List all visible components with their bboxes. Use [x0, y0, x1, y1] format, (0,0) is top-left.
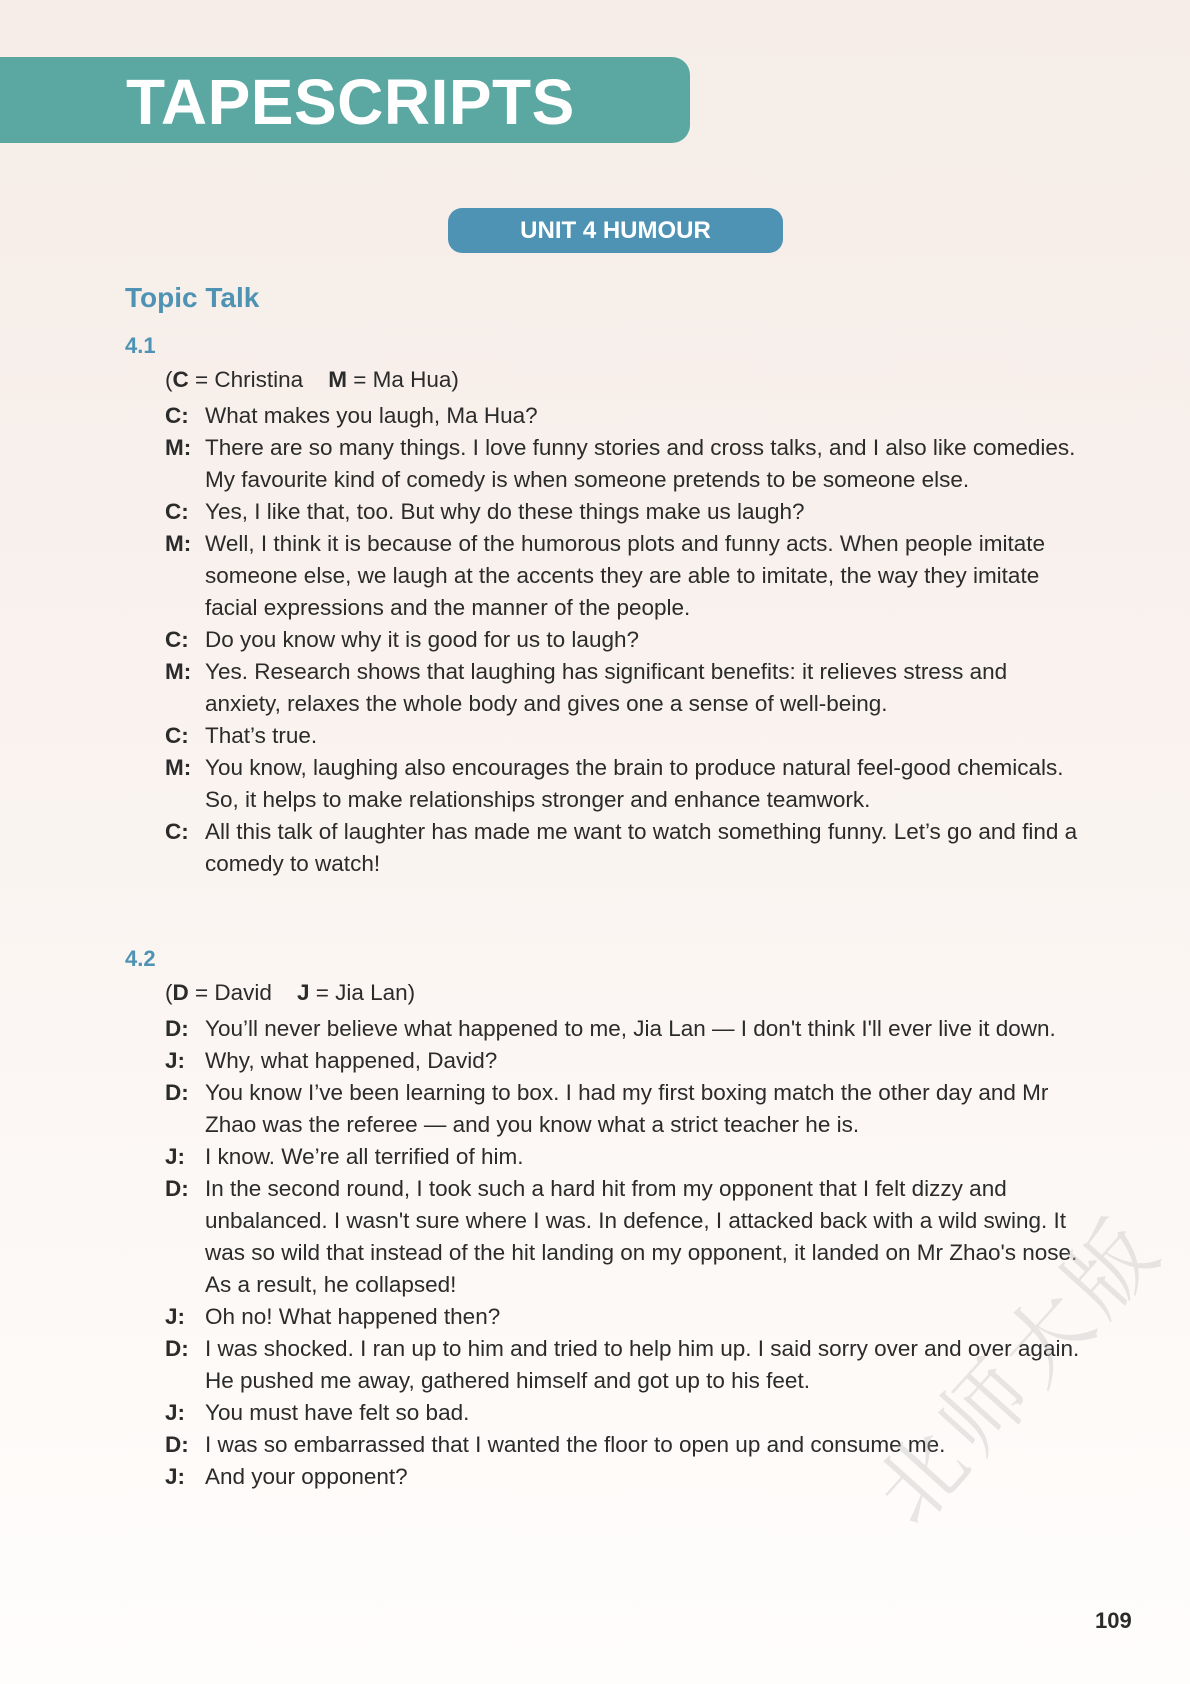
speaker-label: C:: [165, 627, 189, 652]
cast-list: [165, 364, 1085, 396]
speech-text: Yes, I like that, too. But why do these things make us laugh?: [205, 499, 805, 524]
subsection-number: 4.2: [125, 946, 156, 971]
dialogue-4-1: [125, 330, 1085, 880]
speech-text: I was so embarrassed that I wanted the floor to open up and consume me.: [205, 1432, 946, 1457]
dialogue-line: [165, 1173, 1085, 1301]
speech-text: Oh no! What happened then?: [205, 1304, 501, 1329]
dialogue-line: [165, 400, 1085, 432]
cast-code: C: [172, 367, 189, 392]
speaker-label: J:: [165, 1304, 186, 1329]
speaker-label: C:: [165, 723, 189, 748]
cast-code: D: [172, 980, 189, 1005]
dialogue-line: [165, 1141, 1085, 1173]
speaker-label: J:: [165, 1400, 186, 1425]
dialogue-line: [165, 432, 1085, 496]
dialogue-line: [165, 496, 1085, 528]
speaker-label: J:: [165, 1464, 186, 1489]
speaker-label: D:: [165, 1080, 189, 1105]
speaker-label: D:: [165, 1176, 189, 1201]
dialogue-line: [165, 1045, 1085, 1077]
speaker-label: J:: [165, 1144, 186, 1169]
speech-text: You’ll never believe what happened to me, Jia Lan — I don't think I'll ever live it down.: [205, 1016, 1056, 1041]
cast-name: = Jia Lan): [309, 980, 416, 1005]
dialogue-line: [165, 1013, 1085, 1045]
unit-badge: [448, 208, 783, 253]
speech-text: Why, what happened, David?: [205, 1048, 498, 1073]
speaker-label: M:: [165, 435, 192, 460]
page-number: 109: [1095, 1608, 1132, 1633]
speech-text: That’s true.: [205, 723, 318, 748]
dialogue-line: [165, 720, 1085, 752]
dialogue-line: [165, 624, 1085, 656]
dialogue-line: [165, 1301, 1085, 1333]
speaker-label: J:: [165, 1048, 186, 1073]
dialogue-line: [165, 656, 1085, 720]
cast-name: = Ma Hua): [346, 367, 459, 392]
page-title: TAPESCRIPTS: [126, 66, 575, 138]
speech-text: All this talk of laughter has made me want to watch something funny. Let’s go and find a comedy to watch!: [205, 819, 1078, 876]
speaker-label: C:: [165, 403, 189, 428]
dialogue-line: [165, 816, 1085, 880]
cast-list: [165, 977, 1085, 1009]
cast-open: (: [165, 980, 173, 1005]
speech-text: I know. We’re all terrified of him.: [205, 1144, 524, 1169]
cast-open: (: [165, 367, 173, 392]
speaker-label: C:: [165, 499, 189, 524]
speech-text: You know, laughing also encourages the brain to produce natural feel-good chemicals. So, it helps to make relationships stronger and enhance teamwork.: [205, 755, 1064, 812]
speech-text: What makes you laugh, Ma Hua?: [205, 403, 538, 428]
subsection-number: 4.1: [125, 333, 156, 358]
speech-text: You know I’ve been learning to box. I had my first boxing match the other day and Mr Zhao was the referee — and you know what a strict teacher he is.: [205, 1080, 1049, 1137]
speaker-label: C:: [165, 819, 189, 844]
header-banner: [0, 57, 690, 143]
speaker-label: D:: [165, 1336, 189, 1361]
speaker-label: D:: [165, 1016, 189, 1041]
speaker-label: D:: [165, 1432, 189, 1457]
speech-text: You must have felt so bad.: [205, 1400, 470, 1425]
speech-text: Do you know why it is good for us to laugh?: [205, 627, 639, 652]
publisher-watermark: 北师大版: [856, 1197, 1183, 1544]
dialogue-line: [165, 752, 1085, 816]
cast-name: = Christina: [188, 367, 304, 392]
cast-code: J: [296, 980, 310, 1005]
unit-label: UNIT 4 HUMOUR: [520, 217, 711, 244]
speaker-label: M:: [165, 755, 192, 780]
speech-text: Yes. Research shows that laughing has significant benefits: it relieves stress and anxiety, relaxes the whole body and gives one a sense of well-being.: [205, 659, 1008, 716]
dialogue-line: [165, 1077, 1085, 1141]
speech-text: In the second round, I took such a hard hit from my opponent that I felt dizzy and unbalanced. I wasn't sure where I was. In defence, I attacked back with a wild swing. It was so wild that instead of the hit landing on my opponent, it landed on Mr Zhao's nose. As a result, he collapsed!: [205, 1176, 1078, 1297]
section-heading: Topic Talk: [125, 282, 260, 313]
speech-text: I was shocked. I ran up to him and tried to help him up. I said sorry over and over again. He pushed me away, gathered himself and got up to his feet.: [205, 1336, 1080, 1393]
cast-name: = David: [188, 980, 272, 1005]
speaker-label: M:: [165, 531, 192, 556]
speech-text: There are so many things. I love funny stories and cross talks, and I also like comedies. My favourite kind of comedy is when someone pretends to be someone else.: [205, 435, 1076, 492]
dialogue-line: [165, 528, 1085, 624]
speech-text: And your opponent?: [205, 1464, 408, 1489]
speech-text: Well, I think it is because of the humorous plots and funny acts. When people imitate someone else, we laugh at the accents they are able to imitate, the way they imitate facial expressions and the manner of the people.: [205, 531, 1046, 620]
speaker-label: M:: [165, 659, 192, 684]
cast-code: M: [328, 367, 347, 392]
